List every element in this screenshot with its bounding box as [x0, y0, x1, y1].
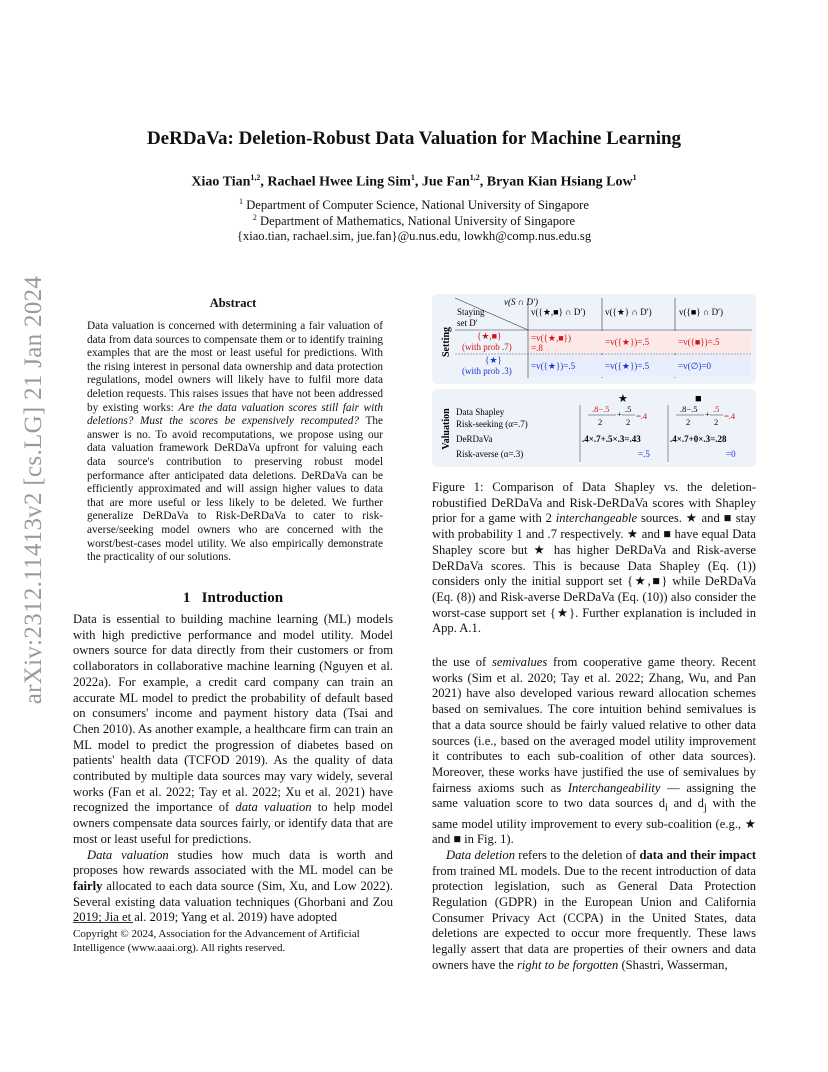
author-name: Xiao Tian — [191, 174, 251, 190]
header-staying-set: set D′ — [457, 318, 478, 328]
cell: =v({★})=.5 — [531, 361, 576, 371]
intro-left-column — [73, 612, 393, 926]
header-staying: Staying — [457, 307, 485, 317]
cell: =v({★})=.5 — [605, 361, 650, 371]
cell: =v({■})=.5 — [678, 337, 720, 347]
footnote-rule — [73, 922, 133, 923]
setting-label: Setting — [441, 327, 452, 357]
paper-title: DeRDaVa: Deletion-Robust Data Valuation for Machine Learning — [146, 128, 682, 149]
col-header: v({■} ∩ D′) — [679, 307, 724, 317]
cell: =v({★})=.5 — [605, 337, 650, 347]
paragraph: Data is essential to building machine learning (ML) models with high predictive performance and model utility. Model owners source for data directly from their customers or from collaborators in collaborative machine learning (Nguyen et al. 2022a). For example, a credit card company can train an accurate ML model to predict the probability of default based on consumers' income and payment history data (Tsai and Chen 2010). As another example, a healthcare firm can train an ML model to predict the progression of diabetes based on patients' health data (TCFOD 2019). As the quality of data contributed by multiple data sources may vary widely, several works (Fan et al. 2022; Tay et al. 2022; Xu et al. 2021) have recognized the importance of data valuation to help model owners compensate data sources fairly, or identify data that are most or least useful for predictions. — [73, 612, 393, 846]
svg-text:2: 2 — [686, 417, 691, 427]
author-name: Bryan Kian Hsiang Low — [486, 174, 633, 190]
author-name: Rachael Hwee Ling Sim — [267, 174, 411, 190]
paragraph: the use of semivalues from cooperative game theory. Recent works (Sim et al. 2020; Tay et al. 2022; Zhang, Wu, and Pan 2021) have also developed various reward allocation schemes based on semivalues. The core intuition behind semivalues is that a data source should be fairly valued relative to other data sources (i.e., based on the averaged model utility improvement it contributes to each sub-coalition of other data sources). Moreover, these works have justified the use of semivalues by fairness axioms such as Interchangeability — assigning the same valuation score to two data sources $d_i$ and $d_j$ with the same model utility improvement to every sub-coalition (e.g., ★ and ■ in Fig. 1). — [432, 655, 757, 847]
figure-1 — [432, 294, 756, 469]
paragraph: Data deletion refers to the deletion of data and their impact from trained ML models. Due to the recent introduction of data protection legislation, such as General Data Protection Regulation (GDPR) in the European Union and California Consumer Privacy Act (CCPA) in the United States, data deletions are expected to occur more frequently. These laws legally assert that data are properties of their owners and data owners have the right to be forgotten (Shastri, Wasserman, — [432, 847, 757, 972]
svg-text:=.4: =.4 — [636, 411, 648, 421]
abstract-text: Data valuation is concerned with determining a fair valuation of data from data sources to compensate them or to identify training examples that are the most or least useful for predictions. With the rising interest in personal data ownership and data protection regulations, model owners will likely have to fulfil more data deletion requests. This raises issues that have not been addressed by existing works: Are the data valuation scores still fair with deletions? Must the scores be expensively recomputed? The answer is no. To avoid recomputations, we propose using our data valuation framework DeRDaVa upfront for valuing each data source's contribution to preserving robust model performance after anticipated data deletions. DeRDaVa can be efficiently approximated and will assign higher values to data that are more useful or less likely to be deleted. We further generalize DeRDaVa to Risk-DeRDaVa to cater to risk-averse/seeking model owners who are concerned with the worst/best-cases model utility. We also empirically demonstrate the practicality of our solutions. — [87, 320, 384, 564]
svg-text:=.4: =.4 — [724, 411, 736, 421]
shapley-star-value: .8−.5 .5 — [592, 404, 632, 414]
square-icon: ■ — [695, 393, 702, 405]
copyright-notice: Copyright © 2024, Association for the Advancement of Artificial Intelligence (www.aaai.org). All rights reserved. — [73, 928, 360, 954]
row-set: {★,■} — [477, 331, 502, 341]
svg-text:2: 2 — [714, 417, 719, 427]
paragraph: Data valuation studies how much data is worth and proposes how rewards associated with the ML model can be fairly allocated to each data source (Sim, Xu, and Low 2022). Several existing data valuation techniques (Ghorbani and Zou 2019; Jia et al. 2019; Yang et al. 2019) have adopted — [73, 847, 393, 925]
abstract-heading: Abstract — [209, 296, 257, 310]
col-header: v({★,■} ∩ D′) — [531, 307, 586, 317]
valuation-row-label: Risk-averse (α=.3) — [456, 449, 524, 459]
affiliation: $^2$ Department of Mathematics, National University of Singapore — [252, 213, 576, 229]
row-prob: (with prob .3) — [462, 366, 512, 376]
arxiv-identifier: arXiv:2312.11413v2 [cs.LG] 21 Jan 2024 — [20, 275, 47, 705]
author-emails: {xiao.tian, rachael.sim, jue.fan}@u.nus.edu, lowkh@comp.nus.edu.sg — [236, 229, 592, 243]
cell: =v(∅)=0 — [678, 361, 711, 371]
row-set: {★} — [485, 355, 502, 365]
valuation-row-label: DeRDaVa — [456, 434, 493, 444]
col-header: v({★} ∩ D′) — [605, 307, 652, 317]
valuation-row-label: Risk-seeking (α=.7) — [456, 419, 528, 429]
author-name: Jue Fan — [421, 174, 470, 190]
cell: =.8 — [531, 343, 543, 353]
affiliation: $^1$ Department of Computer Science, National University of Singapore — [239, 197, 589, 213]
star-icon: ★ — [618, 393, 628, 405]
valuation-label: Valuation — [441, 408, 452, 450]
valuation-row-label: Data Shapley — [456, 407, 505, 417]
row-prob: (with prob .7) — [462, 342, 512, 352]
intro-right-column — [432, 655, 756, 974]
figure-caption: Figure 1: Comparison of Data Shapley vs. the deletion-robustified DeRDaVa and Risk-DeRDaVa scores with Shapley prior for a game with 2 interchangeable sources. ★ and ■ stay with probability 1 and .7 respectively. ★ and ■ have equal Data Shapley score but ★ has higher DeRDaVa and Risk-averse DeRDaVa scores. This is because Data Shapley (Eq. (1)) considers only the initial support set {★,■} while DeRDaVa (Eq. (8)) and Risk-averse DeRDaVa (Eq. (10)) also consider the worst-case support set {★}. Further explanation is included in App. A.1. — [432, 480, 757, 636]
derdava-sq-value: .4×.7+0×.3=.28 — [670, 434, 727, 444]
risk-averse-sq-value: =0 — [726, 449, 736, 459]
cell: =v({★,■}) — [531, 333, 571, 343]
header-top: v(S ∩ D′) — [504, 297, 538, 307]
svg-text:+: + — [617, 409, 622, 419]
author-list: Xiao Tian$^{1,2}$, Rachael Hwee Ling Sim$^1$, Jue Fan$^{1,2}$, Bryan Kian Hsiang Low$^1$ — [191, 173, 637, 190]
svg-text:2: 2 — [598, 417, 603, 427]
svg-text:2: 2 — [626, 417, 631, 427]
risk-averse-star-value: =.5 — [638, 449, 650, 459]
section-heading: 1 Introduction — [182, 590, 284, 606]
svg-text:+: + — [705, 409, 710, 419]
derdava-star-value: .4×.7+.5×.3=.43 — [582, 434, 641, 444]
shapley-sq-value: .8−.5 .5 — [680, 404, 720, 414]
